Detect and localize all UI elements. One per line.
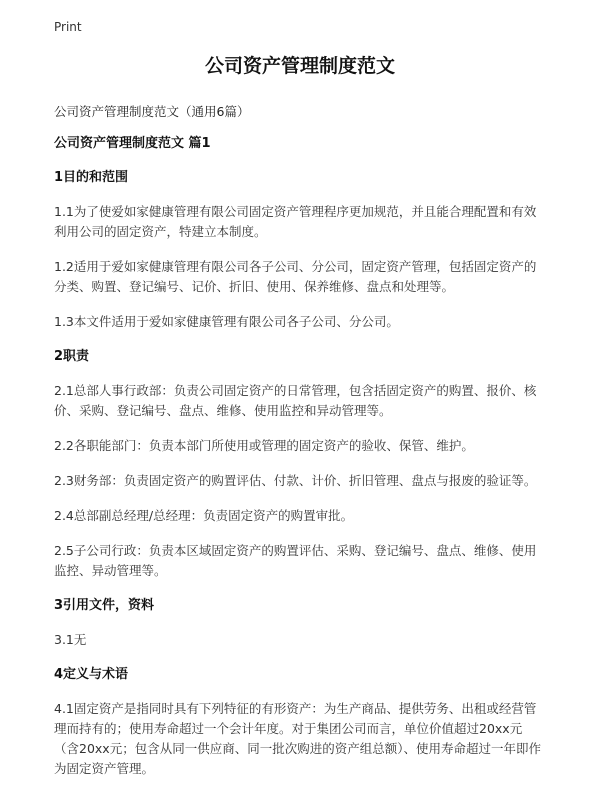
article-heading: 公司资产管理制度范文 篇1: [54, 136, 211, 151]
paragraph: 4.1固定资产是指同时具有下列特征的有形资产：为生产商品、提供劳务、出租或经营管理而持有的；使用寿命超过一个会计年度。对于集团公司而言，单位价值超过20xx元（含20xx元；包含从同一供应商、同一批次购进的资产组总额）、使用寿命超过一年即作为固定资产管理。: [54, 701, 541, 776]
paragraph: 2.5子公司行政：负责本区域固定资产的购置评估、采购、登记编号、盘点、维修、使用监控、异动管理等。: [54, 543, 537, 578]
paragraph: 1.3本文件适用于爱如家健康管理有限公司各子公司、分公司。: [54, 314, 399, 329]
document-title: 公司资产管理制度范文: [204, 55, 395, 77]
paragraph: 1.2适用于爱如家健康管理有限公司各子公司、分公司，固定资产管理，包括固定资产的分类、购置、登记编号、记价、折旧、使用、保养维修、盘点和处理等。: [54, 259, 537, 294]
document-subtitle: 公司资产管理制度范文（通用6篇）: [54, 104, 250, 119]
section-heading: 2职责: [54, 349, 90, 364]
paragraph: 2.1总部人事行政部：负责公司固定资产的日常管理，包含括固定资产的购置、报价、核价、采购、登记编号、盘点、维修、使用监控和异动管理等。: [54, 383, 537, 418]
paragraph: 3.1无: [54, 632, 87, 647]
section-heading: 4定义与术语: [54, 667, 129, 682]
document-page: [54, 52, 546, 794]
paragraph: 1.1为了使爱如家健康管理有限公司固定资产管理程序更加规范，并且能合理配置和有效利用公司的固定资产，特建立本制度。: [54, 204, 537, 239]
section-heading: 1目的和范围: [54, 170, 129, 185]
paragraph: 2.2各职能部门：负责本部门所使用或管理的固定资产的验收、保管、维护。: [54, 438, 474, 453]
paragraph: 2.3财务部：负责固定资产的购置评估、付款、计价、折旧管理、盘点与报废的验证等。: [54, 473, 537, 488]
paragraph: 2.4总部副总经理/总经理：负责固定资产的购置审批。: [54, 508, 354, 523]
print-label: Print: [54, 20, 82, 34]
section-heading: 3引用文件，资料: [54, 598, 155, 613]
